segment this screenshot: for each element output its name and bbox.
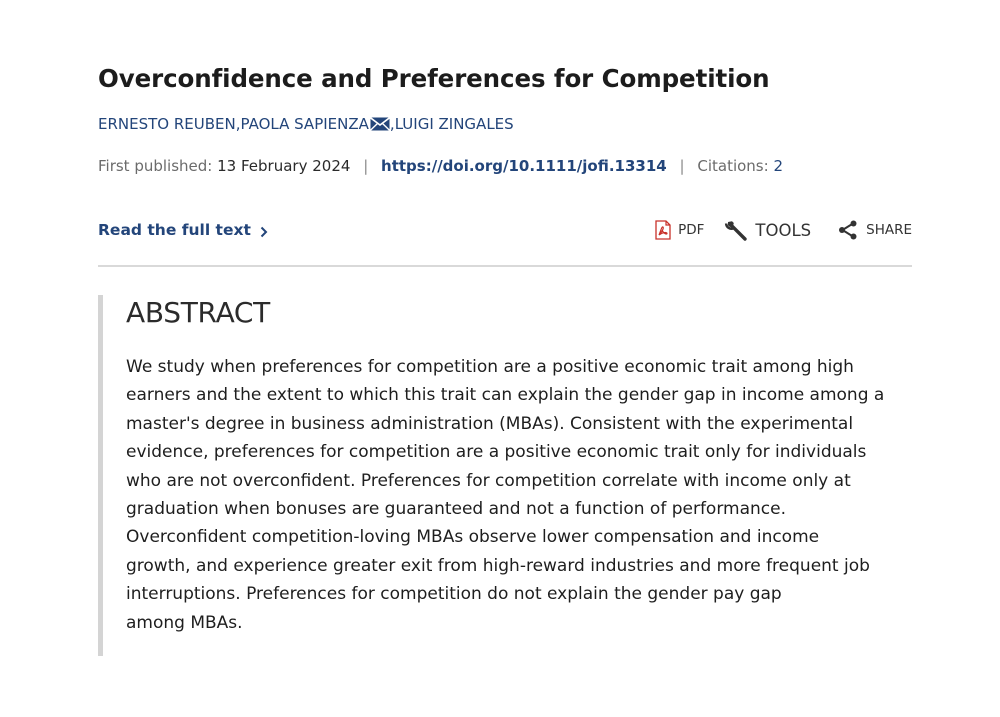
author-separator: , xyxy=(235,115,241,133)
abstract-line: graduation when bonuses are guaranteed and not a function of performance. xyxy=(126,499,786,520)
author-link-2[interactable]: PAOLA SAPIENZA xyxy=(240,115,369,133)
abstract-section xyxy=(98,295,912,656)
abstract-line: Overconfident competition-loving MBAs observe lower compensation and income xyxy=(126,527,820,548)
read-full-text-label: Read the full text xyxy=(98,221,251,239)
share-button[interactable] xyxy=(837,219,912,241)
citations-count-link[interactable]: 2 xyxy=(773,157,784,175)
envelope-icon[interactable] xyxy=(370,117,390,131)
abstract-line: We study when preferences for competition are a positive economic trait among high xyxy=(126,357,854,377)
author-link-1[interactable]: ERNESTO REUBEN xyxy=(98,115,236,133)
author-list xyxy=(98,115,514,133)
doi-link[interactable]: https://doi.org/10.1111/jofi.13314 xyxy=(381,157,667,175)
abstract-heading: ABSTRACT xyxy=(126,296,270,329)
article-title: Overconfidence and Preferences for Competition xyxy=(98,64,770,93)
meta-separator: | xyxy=(363,157,369,175)
tools-label: TOOLS xyxy=(755,220,812,240)
article-toolbar xyxy=(655,218,912,242)
abstract-body xyxy=(126,353,916,637)
meta-separator: | xyxy=(679,157,685,175)
share-icon xyxy=(837,219,859,241)
citations-label: Citations: xyxy=(697,157,769,175)
abstract-line: evidence, preferences for competition are a positive economic trait only for individuals xyxy=(126,442,867,463)
tools-button[interactable] xyxy=(724,218,811,242)
section-divider xyxy=(98,265,912,267)
publication-meta xyxy=(98,157,783,175)
abstract-line: growth, and experience greater exit from high-reward industries and more frequent job xyxy=(126,555,870,576)
share-label: SHARE xyxy=(866,222,912,238)
chevron-right-icon xyxy=(260,226,268,238)
abstract-line: earners and the extent to which this trait can explain the gender gap in income among a xyxy=(126,385,885,406)
author-separator: , xyxy=(389,115,395,133)
author-link-3[interactable]: LUIGI ZINGALES xyxy=(394,115,514,133)
abstract-line: master's degree in business administration (MBAs). Consistent with the experimental xyxy=(126,413,854,434)
read-full-text-link[interactable] xyxy=(98,221,268,239)
wrench-icon xyxy=(724,218,748,242)
first-published-date: 13 February 2024 xyxy=(217,157,351,175)
abstract-line: among MBAs. xyxy=(126,612,243,633)
pdf-label: PDF xyxy=(678,222,705,238)
abstract-line: who are not overconfident. Preferences for competition correlate with income only at xyxy=(126,470,851,491)
pdf-icon xyxy=(655,220,671,240)
first-published-label: First published: xyxy=(98,157,213,175)
pdf-button[interactable] xyxy=(655,220,704,240)
abstract-line: interruptions. Preferences for competition do not explain the gender pay gap xyxy=(126,584,782,605)
